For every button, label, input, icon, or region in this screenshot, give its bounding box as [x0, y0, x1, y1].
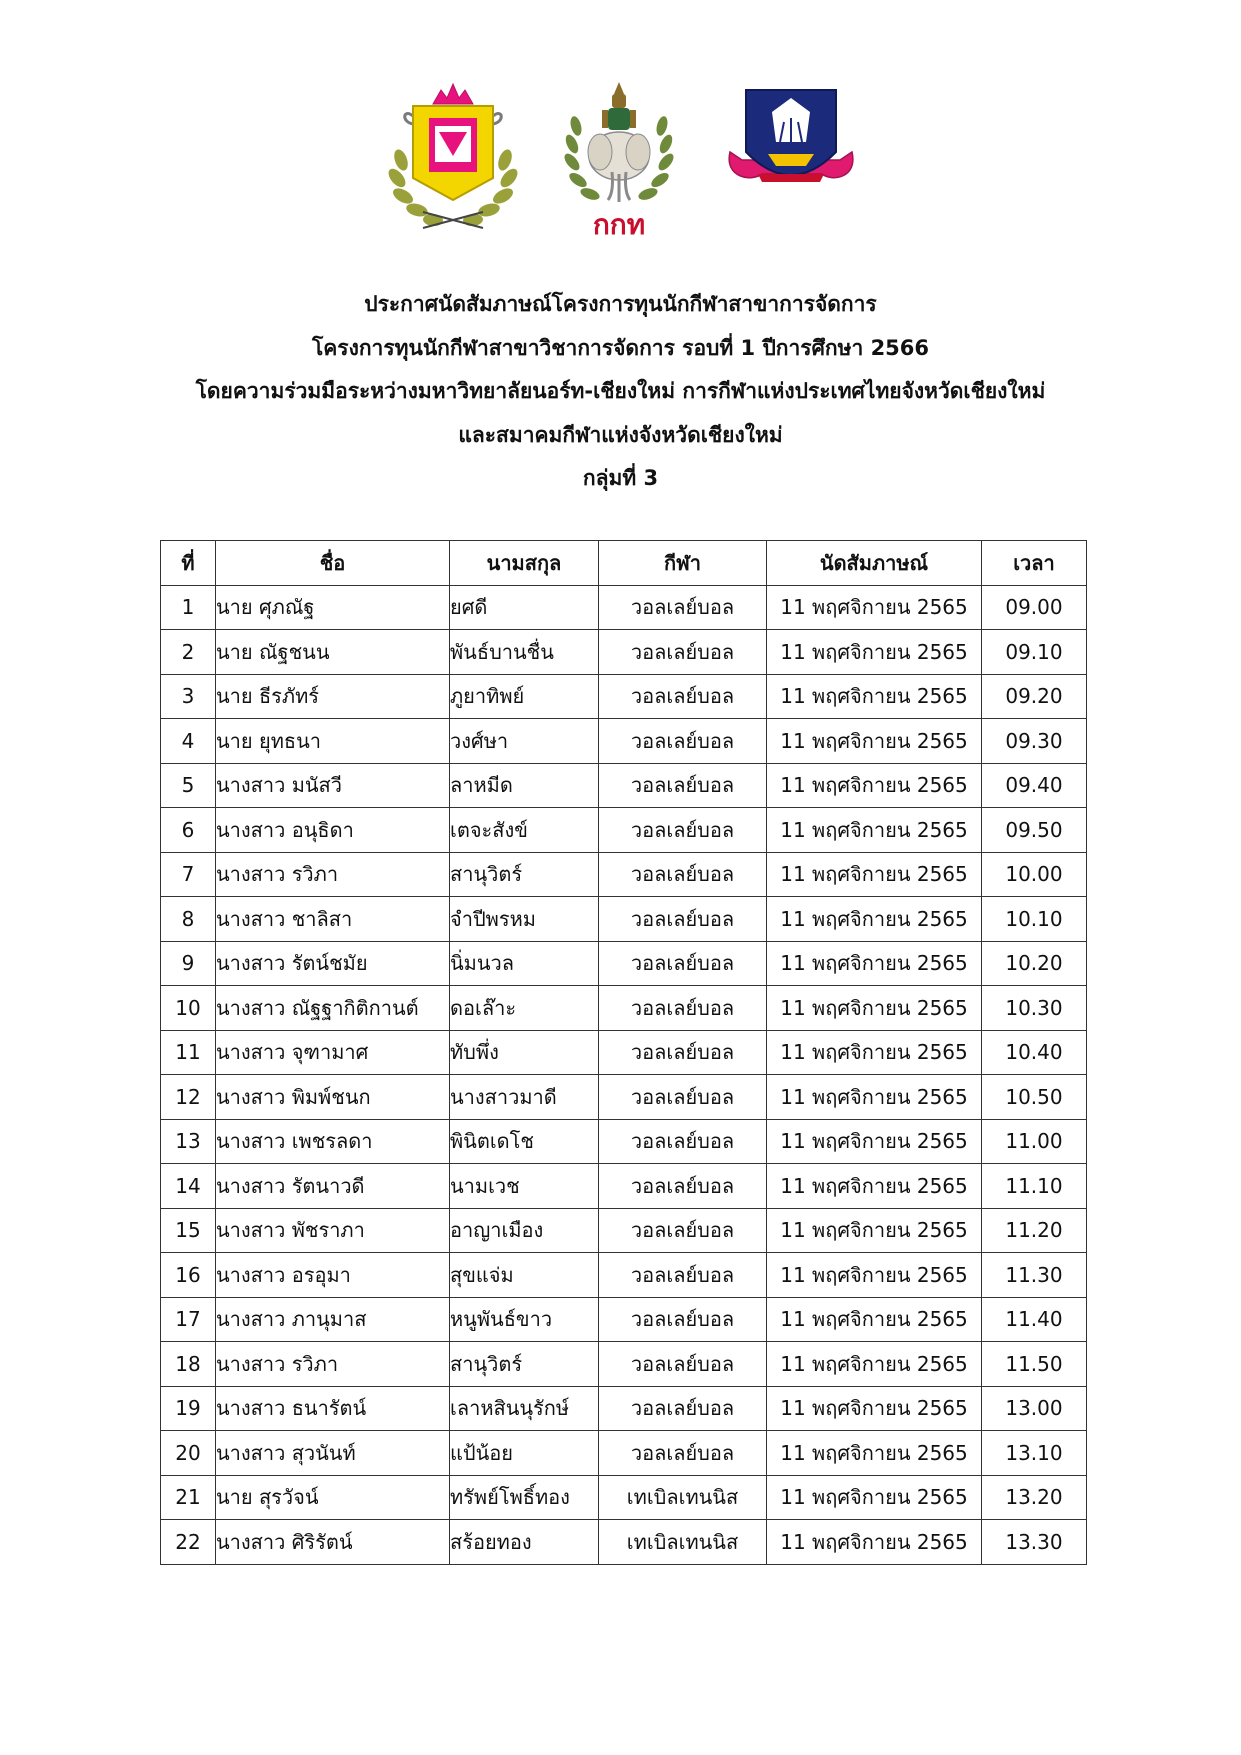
cell-surname: สานุวิตร์ — [450, 1342, 599, 1387]
cell-time: 11.40 — [982, 1297, 1087, 1342]
table-row — [161, 1075, 1087, 1120]
cell-no: 17 — [161, 1297, 216, 1342]
table-row — [161, 852, 1087, 897]
cell-interview-date: 11 พฤศจิกายน 2565 — [767, 852, 982, 897]
cell-time: 09.20 — [982, 674, 1087, 719]
table-row — [161, 585, 1087, 630]
header-time: เวลา — [982, 541, 1087, 586]
cell-surname: ทับพึ่ง — [450, 1030, 599, 1075]
cell-surname: หนูพันธ์ขาว — [450, 1297, 599, 1342]
cell-first-name: นางสาว อนุธิดา — [216, 808, 450, 853]
cell-time: 10.20 — [982, 941, 1087, 986]
cell-no: 4 — [161, 719, 216, 764]
cell-first-name: นางสาว พิมพ์ชนก — [216, 1075, 450, 1120]
header-first-name: ชื่อ — [216, 541, 450, 586]
cell-first-name: นางสาว รัตนาวดี — [216, 1164, 450, 1209]
cell-no: 18 — [161, 1342, 216, 1387]
cell-surname: พันธ์บานชื่น — [450, 630, 599, 675]
table-row — [161, 1342, 1087, 1387]
cell-time: 13.20 — [982, 1475, 1087, 1520]
logo-row — [0, 82, 1241, 242]
table-row — [161, 1297, 1087, 1342]
cell-interview-date: 11 พฤศจิกายน 2565 — [767, 808, 982, 853]
heading-line-3: โดยความร่วมมือระหว่างมหาวิทยาลัยนอร์ท-เชียงใหม่ การกีฬาแห่งประเทศไทยจังหวัดเชียงใหม่ — [195, 379, 1046, 403]
cell-first-name: นางสาว รวิภา — [216, 852, 450, 897]
cell-interview-date: 11 พฤศจิกายน 2565 — [767, 719, 982, 764]
cell-sport: วอลเลย์บอล — [599, 1119, 767, 1164]
cell-no: 21 — [161, 1475, 216, 1520]
cell-no: 6 — [161, 808, 216, 853]
cell-sport: วอลเลย์บอล — [599, 630, 767, 675]
table-header-row — [161, 541, 1087, 586]
cell-time: 13.30 — [982, 1520, 1087, 1565]
cell-surname: ทรัพย์โพธิ์ทอง — [450, 1475, 599, 1520]
cell-surname: ลาหมีด — [450, 763, 599, 808]
cell-sport: วอลเลย์บอล — [599, 585, 767, 630]
cell-surname: สุขแจ่ม — [450, 1253, 599, 1298]
heading-line-5: กลุ่มที่ 3 — [582, 466, 659, 490]
table-row — [161, 808, 1087, 853]
cell-no: 22 — [161, 1520, 216, 1565]
cell-sport: วอลเลย์บอล — [599, 1253, 767, 1298]
table-row — [161, 763, 1087, 808]
cell-sport: วอลเลย์บอล — [599, 1164, 767, 1209]
table-row — [161, 1475, 1087, 1520]
cell-surname: เลาหสินนุรักษ์ — [450, 1386, 599, 1431]
cell-time: 09.10 — [982, 630, 1087, 675]
cell-first-name: นางสาว ณัฐฐากิติกานต์ — [216, 986, 450, 1031]
cell-surname: สร้อยทอง — [450, 1520, 599, 1565]
cell-surname: สานุวิตร์ — [450, 852, 599, 897]
cell-sport: วอลเลย์บอล — [599, 763, 767, 808]
table-row — [161, 897, 1087, 942]
cell-sport: วอลเลย์บอล — [599, 719, 767, 764]
cell-no: 7 — [161, 852, 216, 897]
header-surname: นามสกุล — [450, 541, 599, 586]
cell-interview-date: 11 พฤศจิกายน 2565 — [767, 1119, 982, 1164]
interview-schedule-table — [160, 540, 1087, 1565]
cell-interview-date: 11 พฤศจิกายน 2565 — [767, 630, 982, 675]
cell-interview-date: 11 พฤศจิกายน 2565 — [767, 1164, 982, 1209]
cell-surname: พินิตเดโช — [450, 1119, 599, 1164]
cell-first-name: นางสาว ศิริรัตน์ — [216, 1520, 450, 1565]
cell-time: 11.00 — [982, 1119, 1087, 1164]
cell-surname: เตจะสังข์ — [450, 808, 599, 853]
table-row — [161, 1119, 1087, 1164]
cell-first-name: นางสาว เพชรลดา — [216, 1119, 450, 1164]
cell-time: 13.10 — [982, 1431, 1087, 1476]
cell-time: 13.00 — [982, 1386, 1087, 1431]
cell-sport: วอลเลย์บอล — [599, 1386, 767, 1431]
cell-sport: วอลเลย์บอล — [599, 941, 767, 986]
cell-sport: วอลเลย์บอล — [599, 808, 767, 853]
cell-sport: วอลเลย์บอล — [599, 674, 767, 719]
cell-no: 10 — [161, 986, 216, 1031]
cell-first-name: นางสาว มนัสวี — [216, 763, 450, 808]
cell-time: 11.10 — [982, 1164, 1087, 1209]
table-row — [161, 630, 1087, 675]
cell-surname: นามเวช — [450, 1164, 599, 1209]
cell-sport: วอลเลย์บอล — [599, 1075, 767, 1120]
heading-line-1: ประกาศนัดสัมภาษณ์โครงการทุนนักกีฬาสาขาการจัดการ — [364, 292, 877, 316]
cell-sport: วอลเลย์บอล — [599, 1342, 767, 1387]
cell-time: 10.10 — [982, 897, 1087, 942]
announcement-heading — [0, 283, 1241, 501]
table-row — [161, 941, 1087, 986]
sports-authority-emblem-icon — [562, 82, 676, 242]
cell-surname: วงศ์ษา — [450, 719, 599, 764]
cell-surname: จำปีพรหม — [450, 897, 599, 942]
cell-no: 14 — [161, 1164, 216, 1209]
heading-line-4: และสมาคมกีฬาแห่งจังหวัดเชียงใหม่ — [458, 422, 783, 447]
cell-sport: วอลเลย์บอล — [599, 986, 767, 1031]
cell-no: 8 — [161, 897, 216, 942]
cell-time: 11.50 — [982, 1342, 1087, 1387]
cell-first-name: นางสาว สุวนันท์ — [216, 1431, 450, 1476]
cell-first-name: นางสาว จุฑามาศ — [216, 1030, 450, 1075]
cell-time: 10.30 — [982, 986, 1087, 1031]
cell-interview-date: 11 พฤศจิกายน 2565 — [767, 897, 982, 942]
cell-first-name: นาย ยุทธนา — [216, 719, 450, 764]
cell-no: 11 — [161, 1030, 216, 1075]
cell-no: 9 — [161, 941, 216, 986]
cell-time: 10.00 — [982, 852, 1087, 897]
cell-time: 09.50 — [982, 808, 1087, 853]
cell-interview-date: 11 พฤศจิกายน 2565 — [767, 1431, 982, 1476]
heading-line-2: โครงการทุนนักกีฬาสาขาวิชาการจัดการ รอบที่ 1 ปีการศึกษา 2566 — [311, 335, 930, 360]
cell-no: 1 — [161, 585, 216, 630]
cell-interview-date: 11 พฤศจิกายน 2565 — [767, 1475, 982, 1520]
cell-time: 09.40 — [982, 763, 1087, 808]
table-row — [161, 986, 1087, 1031]
cell-first-name: นาย ธีรภัทร์ — [216, 674, 450, 719]
cell-first-name: นาย ณัฐชนน — [216, 630, 450, 675]
cell-no: 19 — [161, 1386, 216, 1431]
cell-first-name: นางสาว ธนารัตน์ — [216, 1386, 450, 1431]
cell-interview-date: 11 พฤศจิกายน 2565 — [767, 585, 982, 630]
cell-time: 09.00 — [982, 585, 1087, 630]
cell-interview-date: 11 พฤศจิกายน 2565 — [767, 1030, 982, 1075]
cell-interview-date: 11 พฤศจิกายน 2565 — [767, 763, 982, 808]
header-interview-date: นัดสัมภาษณ์ — [767, 541, 982, 586]
cell-sport: วอลเลย์บอล — [599, 1030, 767, 1075]
cell-first-name: นางสาว ภานุมาส — [216, 1297, 450, 1342]
cell-sport: วอลเลย์บอล — [599, 897, 767, 942]
header-sport: กีฬา — [599, 541, 767, 586]
cell-first-name: นางสาว รัตน์ชมัย — [216, 941, 450, 986]
cell-interview-date: 11 พฤศจิกายน 2565 — [767, 1253, 982, 1298]
cell-no: 12 — [161, 1075, 216, 1120]
table-row — [161, 1253, 1087, 1298]
cell-first-name: นางสาว ชาลิสา — [216, 897, 450, 942]
cell-interview-date: 11 พฤศจิกายน 2565 — [767, 986, 982, 1031]
cell-no: 3 — [161, 674, 216, 719]
cell-interview-date: 11 พฤศจิกายน 2565 — [767, 1520, 982, 1565]
cell-first-name: นาย ศุภณัฐ — [216, 585, 450, 630]
cell-surname: แป้น้อย — [450, 1431, 599, 1476]
cell-surname: นิ่มนวล — [450, 941, 599, 986]
table-row — [161, 719, 1087, 764]
cell-interview-date: 11 พฤศจิกายน 2565 — [767, 1342, 982, 1387]
emblem-lettering: กกท — [592, 208, 646, 241]
cell-interview-date: 11 พฤศจิกายน 2565 — [767, 941, 982, 986]
cell-no: 2 — [161, 630, 216, 675]
cell-time: 09.30 — [982, 719, 1087, 764]
cell-time: 11.20 — [982, 1208, 1087, 1253]
cell-sport: เทเบิลเทนนิส — [599, 1520, 767, 1565]
cell-surname: ภูยาทิพย์ — [450, 674, 599, 719]
cell-interview-date: 11 พฤศจิกายน 2565 — [767, 1208, 982, 1253]
cell-first-name: นาย สุรวัจน์ — [216, 1475, 450, 1520]
table-row — [161, 1431, 1087, 1476]
sports-association-badge-icon — [722, 82, 860, 202]
cell-sport: วอลเลย์บอล — [599, 852, 767, 897]
cell-sport: วอลเลย์บอล — [599, 1297, 767, 1342]
cell-sport: วอลเลย์บอล — [599, 1431, 767, 1476]
cell-time: 10.50 — [982, 1075, 1087, 1120]
cell-interview-date: 11 พฤศจิกายน 2565 — [767, 1297, 982, 1342]
cell-no: 16 — [161, 1253, 216, 1298]
cell-time: 10.40 — [982, 1030, 1087, 1075]
cell-surname: อาญาเมือง — [450, 1208, 599, 1253]
cell-first-name: นางสาว อรอุมา — [216, 1253, 450, 1298]
cell-surname: ดอเล๊าะ — [450, 986, 599, 1031]
cell-sport: วอลเลย์บอล — [599, 1208, 767, 1253]
cell-interview-date: 11 พฤศจิกายน 2565 — [767, 674, 982, 719]
cell-first-name: นางสาว รวิภา — [216, 1342, 450, 1387]
cell-interview-date: 11 พฤศจิกายน 2565 — [767, 1386, 982, 1431]
cell-no: 5 — [161, 763, 216, 808]
table-row — [161, 674, 1087, 719]
cell-first-name: นางสาว พัชราภา — [216, 1208, 450, 1253]
table-row — [161, 1164, 1087, 1209]
cell-no: 15 — [161, 1208, 216, 1253]
cell-surname: นางสาวมาดี — [450, 1075, 599, 1120]
table-body — [161, 585, 1087, 1564]
university-crest-icon — [383, 82, 523, 232]
cell-interview-date: 11 พฤศจิกายน 2565 — [767, 1075, 982, 1120]
table-row — [161, 1386, 1087, 1431]
cell-no: 20 — [161, 1431, 216, 1476]
cell-sport: เทเบิลเทนนิส — [599, 1475, 767, 1520]
cell-time: 11.30 — [982, 1253, 1087, 1298]
header-no: ที่ — [161, 541, 216, 586]
cell-no: 13 — [161, 1119, 216, 1164]
cell-surname: ยศดี — [450, 585, 599, 630]
table-row — [161, 1208, 1087, 1253]
table-row — [161, 1030, 1087, 1075]
table-row — [161, 1520, 1087, 1565]
